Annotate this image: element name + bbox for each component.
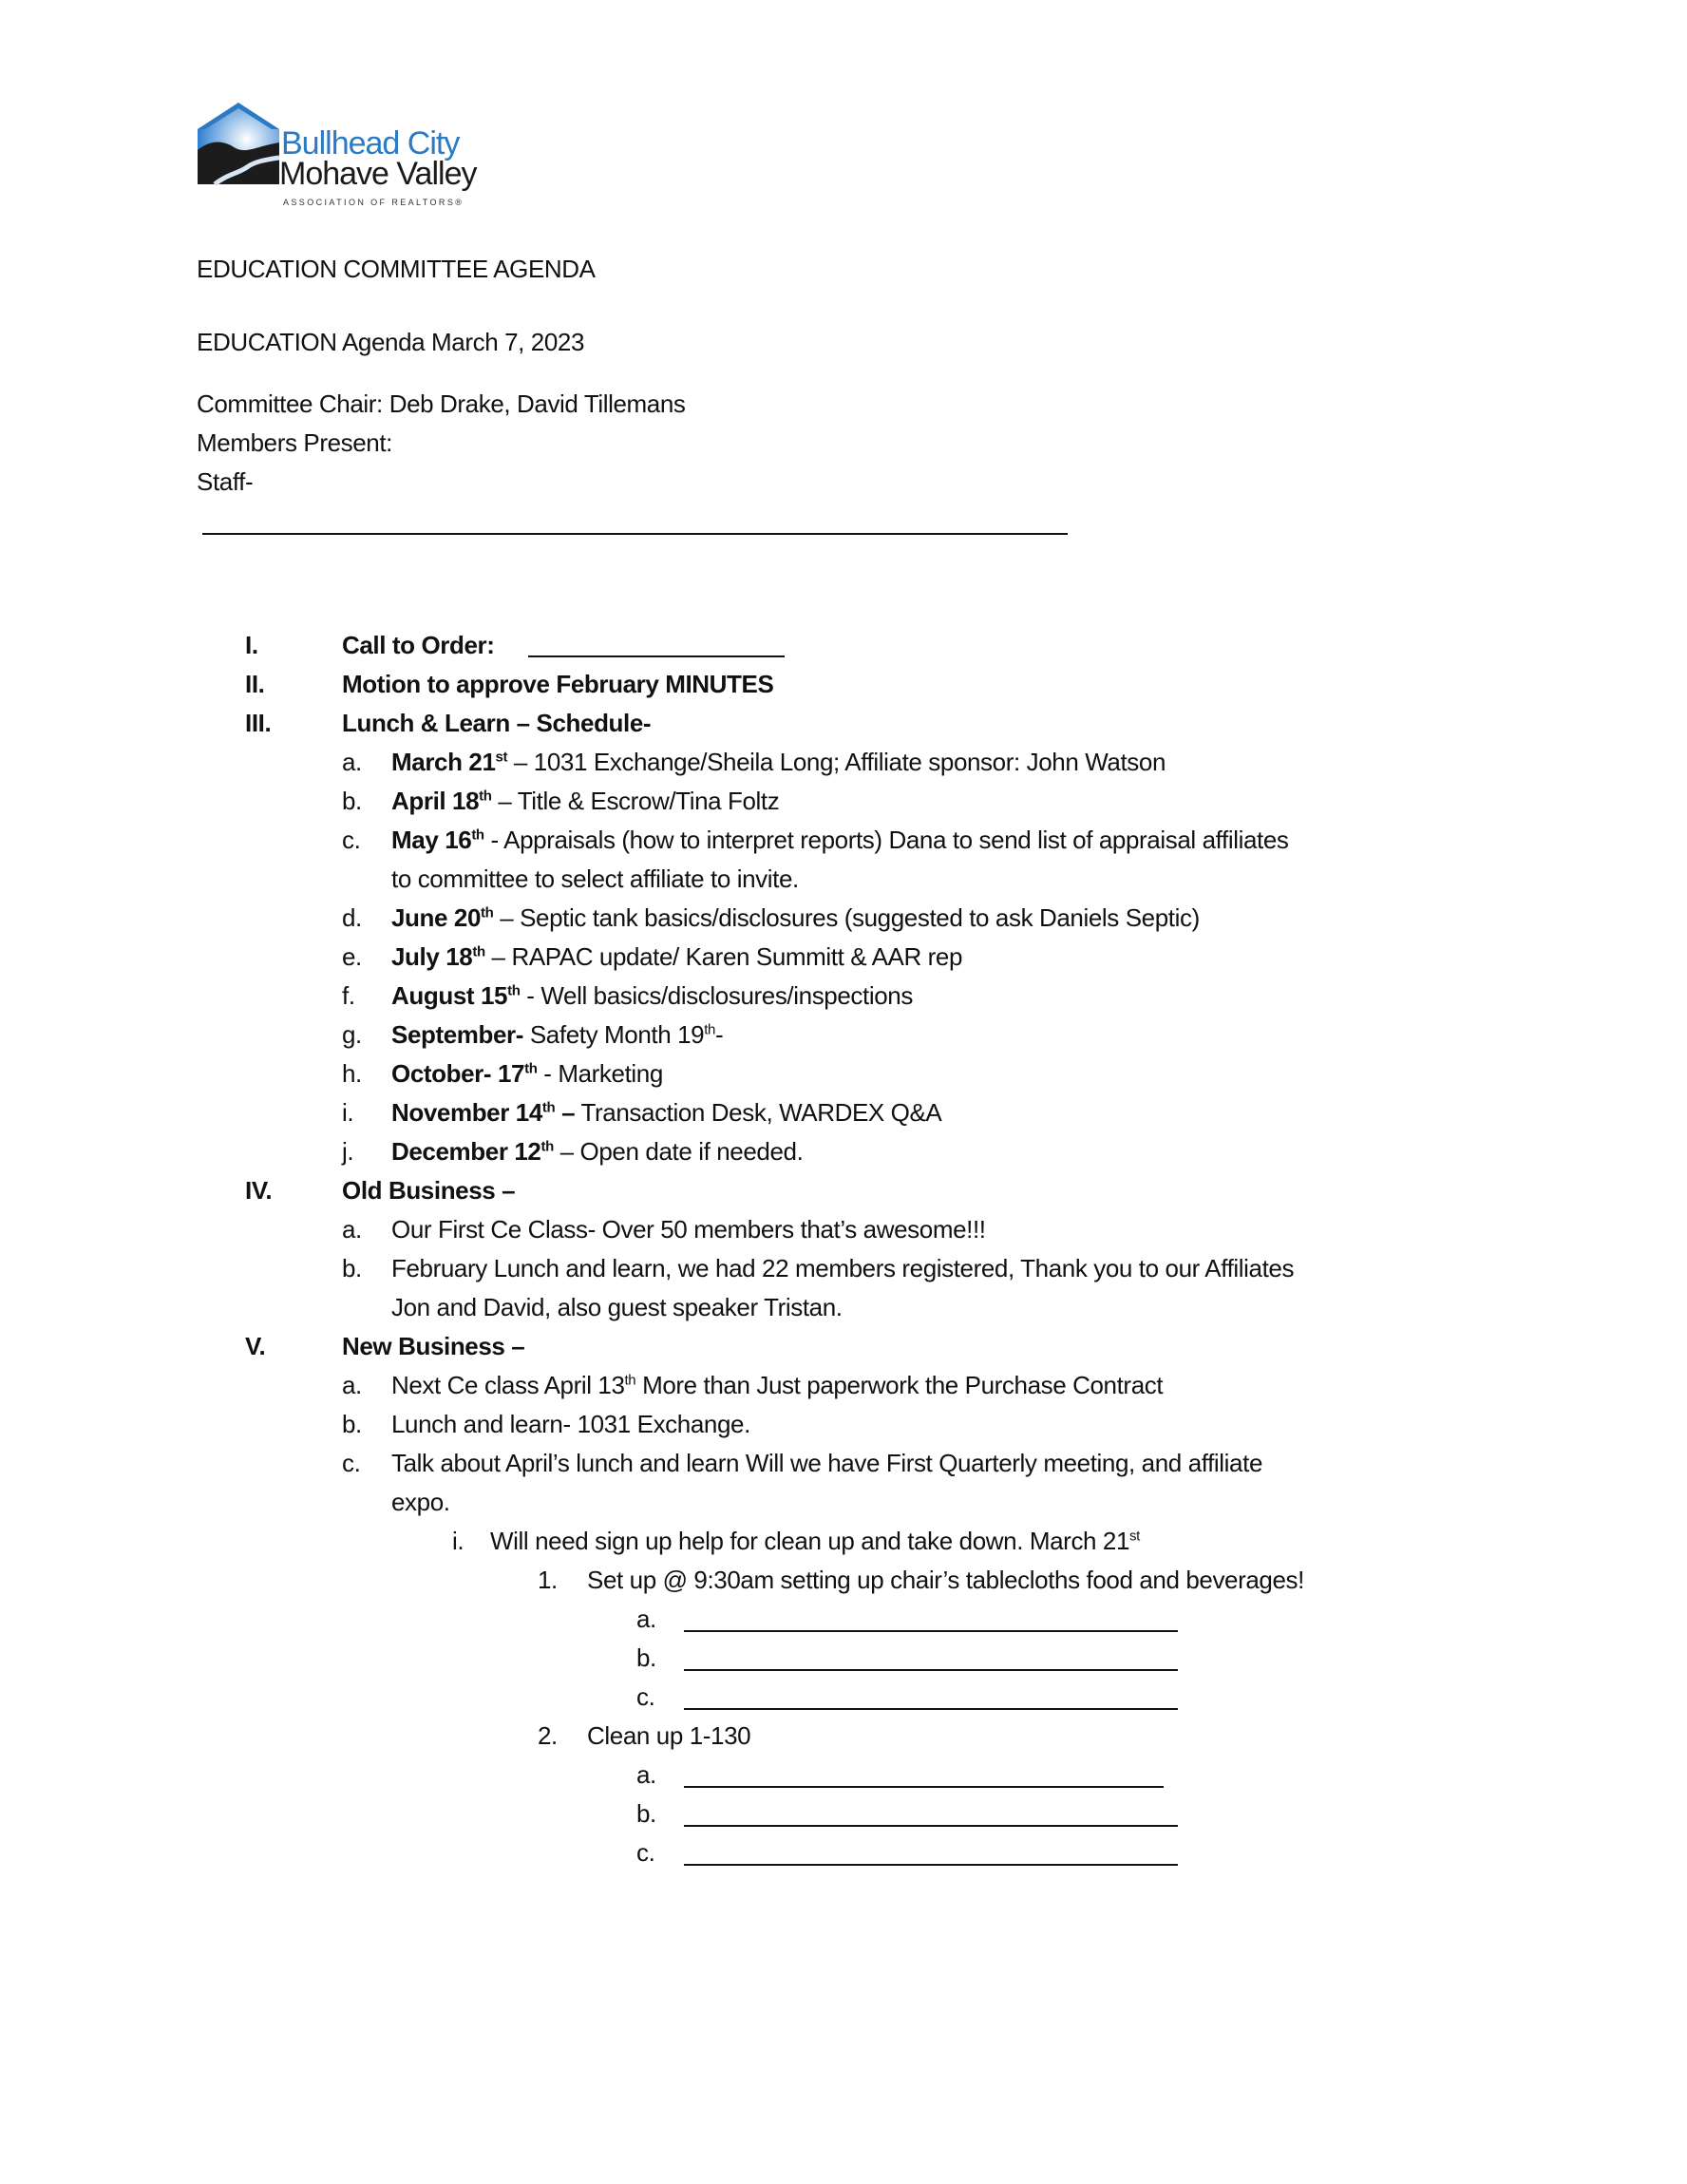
house-mountain-logo-icon	[198, 101, 279, 192]
old-business-item-cont: Jon and David, also guest speaker Tristan.	[391, 1293, 843, 1321]
cleanup-volunteer-blank[interactable]	[684, 1825, 1178, 1827]
schedule-item-may-cont: to committee to select affiliate to invite.	[391, 864, 799, 893]
section-numeral: IV.	[245, 1176, 273, 1205]
setup-volunteer-blank[interactable]	[684, 1708, 1178, 1710]
blank-letter: c.	[636, 1682, 655, 1711]
list-item-letter: d.	[342, 903, 362, 932]
list-item-letter: a.	[342, 1215, 362, 1244]
staff-label: Staff-	[197, 467, 254, 496]
section-title-new-business: New Business –	[342, 1332, 525, 1360]
schedule-item-august: August 15th - Well basics/disclosures/inspections	[391, 981, 913, 1010]
section-title-motion: Motion to approve February MINUTES	[342, 670, 774, 698]
blank-letter: c.	[636, 1838, 655, 1867]
list-item-letter: b.	[342, 1254, 362, 1282]
members-present: Members Present:	[197, 428, 393, 457]
list-item-letter: g.	[342, 1020, 362, 1049]
section-title-call-to-order: Call to Order:	[342, 631, 495, 659]
old-business-item: Our First Ce Class- Over 50 members that’s awesome!!!	[391, 1215, 986, 1244]
list-item-letter: c.	[342, 1449, 361, 1477]
setup-volunteer-blank[interactable]	[684, 1630, 1178, 1632]
new-business-item: Talk about April’s lunch and learn Will we have First Quarterly meeting, and affiliate	[391, 1449, 1262, 1477]
schedule-item-november: November 14th – Transaction Desk, WARDEX Q&A	[391, 1098, 942, 1127]
schedule-item-june: June 20th – Septic tank basics/disclosures (suggested to ask Daniels Septic)	[391, 903, 1200, 932]
cleanup-volunteer-blank[interactable]	[684, 1864, 1178, 1866]
schedule-item-may: May 16th - Appraisals (how to interpret reports) Dana to send list of appraisal affiliates	[391, 826, 1289, 854]
logo-line2: Mohave Valley	[279, 156, 477, 192]
new-business-item: Next Ce class April 13th More than Just paperwork the Purchase Contract	[391, 1371, 1164, 1399]
section-numeral: II.	[245, 670, 265, 698]
setup-volunteer-blank[interactable]	[684, 1669, 1178, 1671]
list-item-letter: i.	[342, 1098, 354, 1127]
old-business-item: February Lunch and learn, we had 22 members registered, Thank you to our Affiliates	[391, 1254, 1295, 1282]
sub-item-numeral: i.	[452, 1527, 464, 1555]
schedule-item-march: March 21st – 1031 Exchange/Sheila Long; Affiliate sponsor: John Watson	[391, 748, 1166, 776]
list-item-letter: b.	[342, 787, 362, 815]
blank-letter: b.	[636, 1643, 656, 1672]
schedule-item-july: July 18th – RAPAC update/ Karen Summitt & AAR rep	[391, 942, 963, 971]
task-setup: Set up @ 9:30am setting up chair’s tablecloths food and beverages!	[587, 1566, 1304, 1594]
new-business-item: Lunch and learn- 1031 Exchange.	[391, 1410, 750, 1438]
schedule-item-december: December 12th – Open date if needed.	[391, 1137, 804, 1166]
schedule-item-october: October- 17th - Marketing	[391, 1059, 663, 1088]
list-item-letter: a.	[342, 1371, 362, 1399]
section-title-lunch-learn: Lunch & Learn – Schedule-	[342, 709, 652, 737]
schedule-item-april: April 18th – Title & Escrow/Tina Foltz	[391, 787, 780, 815]
section-numeral: V.	[245, 1332, 266, 1360]
logo-line3: ASSOCIATION OF REALTORS®	[283, 198, 464, 207]
committee-chair: Committee Chair: Deb Drake, David Tillemans	[197, 389, 686, 418]
list-item-letter: a.	[342, 748, 362, 776]
list-item-letter: f.	[342, 981, 355, 1010]
task-number: 2.	[538, 1721, 558, 1750]
section-numeral: I.	[245, 631, 258, 659]
list-item-letter: c.	[342, 826, 361, 854]
list-item-letter: h.	[342, 1059, 362, 1088]
call-to-order-blank[interactable]	[528, 655, 785, 657]
section-title-old-business: Old Business –	[342, 1176, 516, 1205]
header-divider	[202, 533, 1068, 535]
list-item-letter: e.	[342, 942, 362, 971]
sub-item-signup: Will need sign up help for clean up and take down. March 21st	[490, 1527, 1140, 1555]
list-item-letter: j.	[342, 1137, 354, 1166]
cleanup-volunteer-blank[interactable]	[684, 1786, 1164, 1788]
document-title: EDUCATION COMMITTEE AGENDA	[197, 255, 596, 283]
logo-line1: Bullhead City	[281, 125, 460, 161]
new-business-item-cont: expo.	[391, 1488, 450, 1516]
blank-letter: a.	[636, 1605, 656, 1633]
list-item-letter: b.	[342, 1410, 362, 1438]
task-cleanup: Clean up 1-130	[587, 1721, 751, 1750]
blank-letter: b.	[636, 1799, 656, 1828]
schedule-item-september: September- Safety Month 19th-	[391, 1020, 724, 1049]
task-number: 1.	[538, 1566, 558, 1594]
section-numeral: III.	[245, 709, 272, 737]
blank-letter: a.	[636, 1760, 656, 1789]
logo	[198, 101, 477, 215]
agenda-date: EDUCATION Agenda March 7, 2023	[197, 328, 585, 356]
